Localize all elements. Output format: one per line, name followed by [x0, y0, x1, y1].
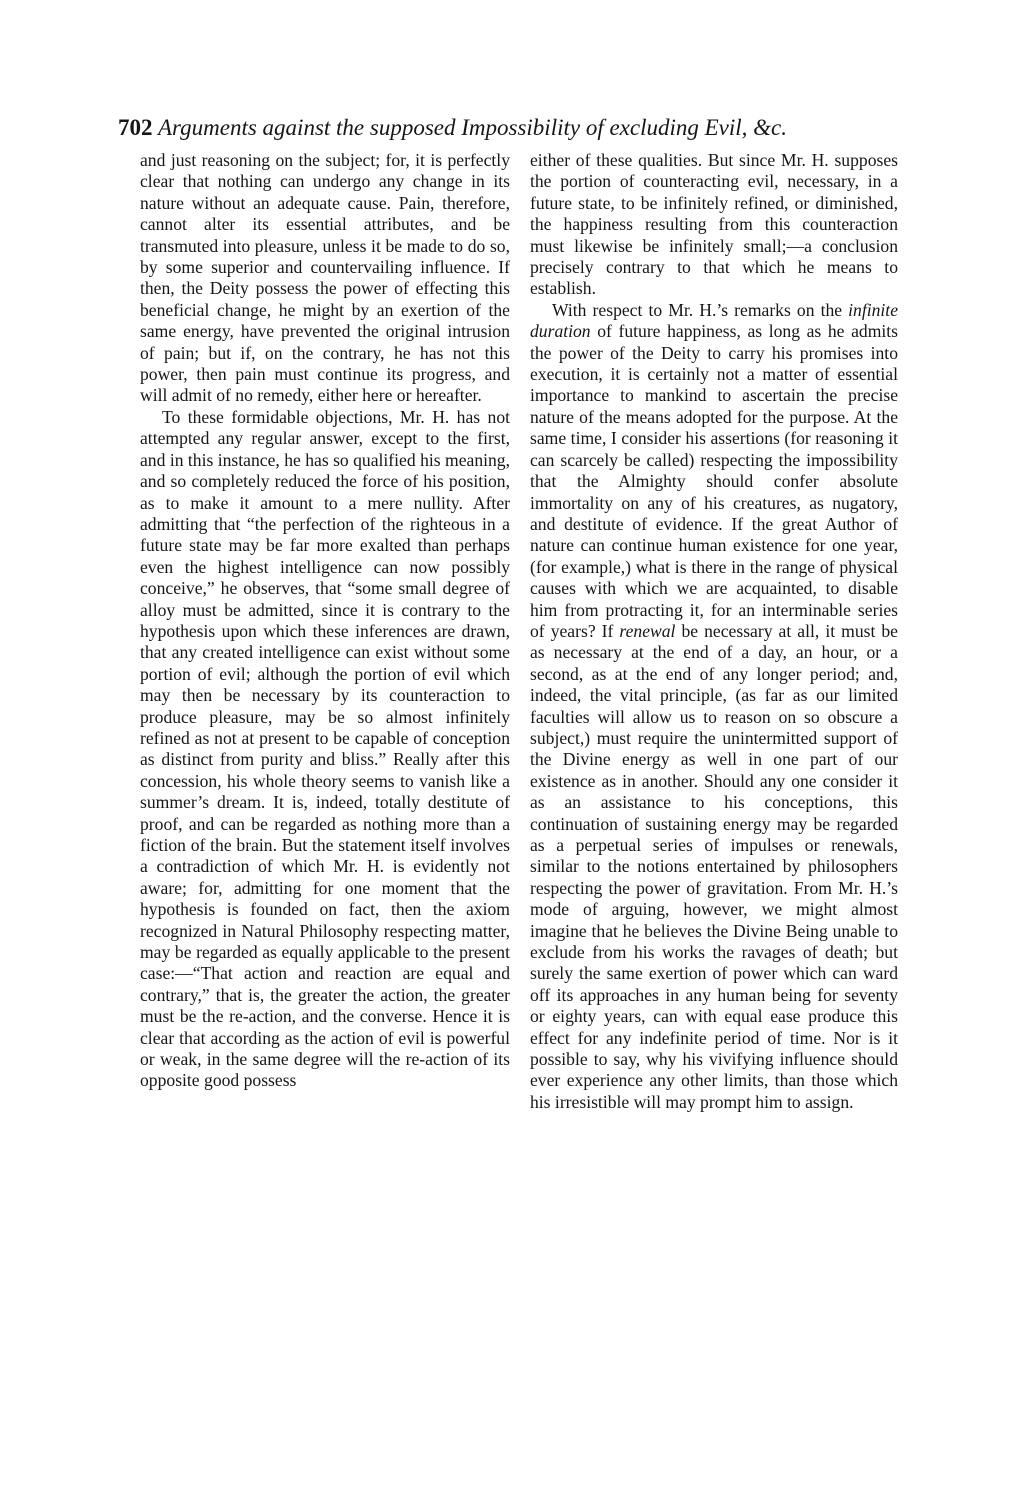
text-run: With respect to Mr. H.’s remarks on the	[552, 299, 849, 320]
text-run: be necessary at all, it must be as necessary at the end of a day, an hour, or a second, as at the end of any longer period; and, indeed, the vital principle, (as far as our limited faculties will allow us to reason on so obscure a subject,) must require the unintermitted support of the Divine energy as well in one part of our existence as in another. Should any one consider it as an assistance to his conceptions, this continuation of sustaining energy may be regarded as a perpetual series of impulses or renewals, similar to the notions entertained by philosophers respecting the power of gravitation. From Mr. H.’s mode of arguing, however, we might almost imagine that he believes the Divine Being unable to exclude from his works the ravages of death; but surely the same exertion of power which can ward off its approaches in any human being for seventy or eighty years, can with equal ease produce this effect for any indefinite period of time. Nor is it possible to say, why his vivifying influence should ever experience any other limits, than those which his irresistible will may prompt him to assign.	[530, 620, 898, 1112]
emphasis-infinite-duration: infinite duration	[530, 299, 898, 342]
left-paragraph-2: To these formidable objections, Mr. H. has not attempted any regular answer, except to the first, and in this instance, he has so qualified his meaning, and so completely reduced the force of his position, as to make it amount to a mere nullity. After admitting that “the perfection of the righteous in a future state may be far more exalted than perhaps even the highest intelligence can now possibly conceive,” he observes, that “some small degree of alloy must be admitted, since it is contrary to the hypothesis upon which these inferences are drawn, that any created intelligence can exist without some portion of evil; although the portion of evil which may then be necessary by its counteraction to produce pleasure, may be so almost infinitely refined as not at present to be capable of conception as distinct from purity and bliss.” Really after this concession, his whole theory seems to vanish like a summer’s dream. It is, indeed, totally destitute of proof, and can be regarded as nothing more than a fiction of the brain. But the statement itself involves a contradiction of which Mr. H. is evidently not aware; for, admitting for one moment that the hypothesis is founded on fact, then the axiom recognized in Natural Philosophy respecting matter, may be regarded as equally applicable to the present case:—“That action and reaction are equal and contrary,” that is, the greater the action, the greater must be the re-action, and the converse. Hence it is clear that according as the action of evil is powerful or weak, in the same degree will the re-action of its opposite good possess	[140, 406, 510, 1091]
left-column	[140, 150, 510, 1092]
emphasis-renewal: renewal	[619, 620, 676, 641]
right-paragraph-2	[530, 300, 898, 1113]
right-paragraph-1: either of these qualities. But since Mr. H. supposes the portion of counteracting evil, necessary, in a future state, to be infinitely refined, or diminished, the happiness resulting from this counteraction must likewise be infinitely small;—a conclusion precisely contrary to that which he means to establish.	[530, 150, 898, 299]
left-paragraph-1: and just reasoning on the subject; for, it is perfectly clear that nothing can undergo any change in its nature without an adequate cause. Pain, therefore, cannot alter its essential attributes, and be transmuted into pleasure, unless it be made to do so, by some superior and countervailing influence. If then, the Deity possess the power of effecting this beneficial change, he might by an exertion of the same energy, have prevented the original intrusion of pain; but if, on the contrary, he has not this power, then pain must continue its progress, and will admit of no remedy, either here or hereafter.	[140, 150, 510, 406]
page-number: 702	[118, 115, 153, 140]
running-head	[118, 113, 908, 143]
running-title: Arguments against the supposed Impossibility of excluding Evil, &c.	[158, 115, 788, 140]
text-run: of future happiness, as long as he admits the power of the Deity to carry his promises into execution, it is certainly not a matter of essential importance to mankind to ascertain the precise nature of the means adopted for the purpose. At the same time, I consider his assertions (for reasoning it can scarcely be called) respecting the impossibility that the Almighty should confer absolute immortality on any of his creatures, as nugatory, and destitute of evidence. If the great Author of nature can continue human existence for one year, (for example,) what is there in the range of physical causes with which we are acquainted, to disable him from protracting it, for an interminable series of years? If	[530, 321, 898, 641]
right-column	[530, 150, 898, 1113]
